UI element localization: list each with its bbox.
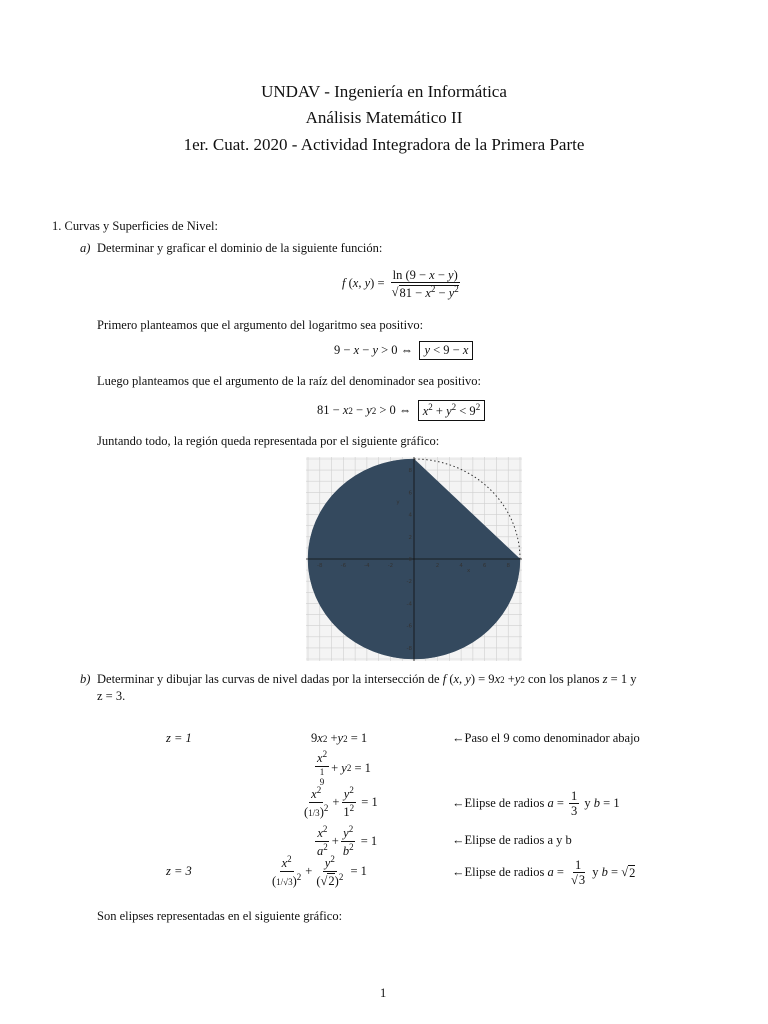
eq-level-4: $\frac{x^2}{a^2}$ + $\frac{y^2}{b^2}$ = 1	[317, 824, 378, 858]
equation-root: 81 − x 2 − y 2 > 0 ⇔ $x^2 + y^2 < 9^2$	[317, 400, 485, 421]
domain-chart	[306, 457, 522, 661]
item-a-text: Determinar y graficar el dominio de la siguiente función:	[97, 241, 383, 255]
y-tick-label: 0	[408, 557, 412, 563]
y-tick-label: -6	[406, 623, 412, 630]
x-tick-label: 8	[506, 563, 510, 569]
note-radii-general: ←Elipse de radios a y b	[452, 833, 572, 847]
eq-level-5: $\frac{x^2}{(1/√3)^2}$ + $\frac{y^2}{(√2)^2}$ = 1	[272, 854, 367, 888]
x-tick-label: -4	[364, 563, 370, 569]
function-formula: f ( x, y ) = $\frac{\ln (9 - x - y)}{√81 - x^2 - y^2}$	[342, 268, 459, 300]
item-b-label: b)	[80, 672, 91, 686]
x-tick-label: -6	[340, 563, 347, 569]
y-tick-label: -2	[406, 579, 412, 586]
eq-level-3: $\frac{x^2}{(1/3)^2}$ + $\frac{y^2}{1^2}$ = 1	[304, 785, 378, 819]
x-axis-label: x	[467, 568, 471, 574]
eq-level-2: $x^2$ 1 9 + y 2 = 1	[317, 749, 371, 787]
item-b-text-cont: z = 3.	[97, 689, 126, 703]
y-tick-label: 6	[408, 490, 412, 497]
x-tick-label: -2	[387, 563, 394, 569]
doc-title-university: UNDAV - Ingeniería en Informática	[261, 82, 507, 101]
eq-level-1: 9 x 2 + y 2 = 1	[311, 731, 368, 745]
y-tick-label: 2	[408, 534, 412, 541]
y-tick-label: 4	[408, 512, 412, 519]
item-a-label: a)	[80, 241, 91, 255]
page-number: 1	[380, 986, 387, 1000]
item-b-text: Determinar y dibujar las curvas de nivel dadas por la intersección de f ( x, y ) = 9 x 2 + y 2 con los planos z = 1 y	[97, 672, 637, 686]
plane-z3-label: z = 3	[166, 864, 192, 878]
closing-paragraph: Son elipses representadas en el siguiente gráfico:	[97, 909, 343, 923]
y-tick-label: -8	[406, 645, 412, 652]
paragraph-root: Luego planteamos que el argumento de la raíz del denominador sea positivo:	[97, 374, 482, 388]
note-radii-1: ←Elipse de radios a = $\frac{1}{3}$ y b = 1	[452, 789, 620, 819]
paragraph-log: Primero planteamos que el argumento del logaritmo sea positivo:	[97, 318, 424, 332]
doc-title-activity: 1er. Cuat. 2020 - Actividad Integradora de la Primera Parte	[183, 135, 585, 154]
x-tick-label: 4	[459, 563, 463, 569]
y-tick-label: 8	[408, 468, 412, 475]
paragraph-region: Juntando todo, la región queda representada por el siguiente gráfico:	[97, 434, 440, 448]
y-axis-label: y	[396, 499, 400, 506]
x-tick-label: 6	[482, 563, 487, 569]
note-denominator: ←Paso el 9 como denominador abajo	[452, 731, 640, 745]
x-tick-label: 2	[435, 563, 440, 569]
plane-z1-label: z = 1	[166, 731, 192, 745]
section-title: 1. Curvas y Superficies de Nivel:	[52, 219, 218, 233]
x-tick-label: -8	[317, 563, 323, 569]
note-radii-2: ←Elipse de radios a = $\frac{1}{√3}$ y b = √ 2	[452, 858, 636, 888]
y-tick-label: -4	[406, 601, 412, 608]
equation-log: 9 − x − y > 0 ⇔ y < 9 − x	[334, 341, 473, 360]
doc-title-course: Análisis Matemático II	[305, 108, 463, 127]
